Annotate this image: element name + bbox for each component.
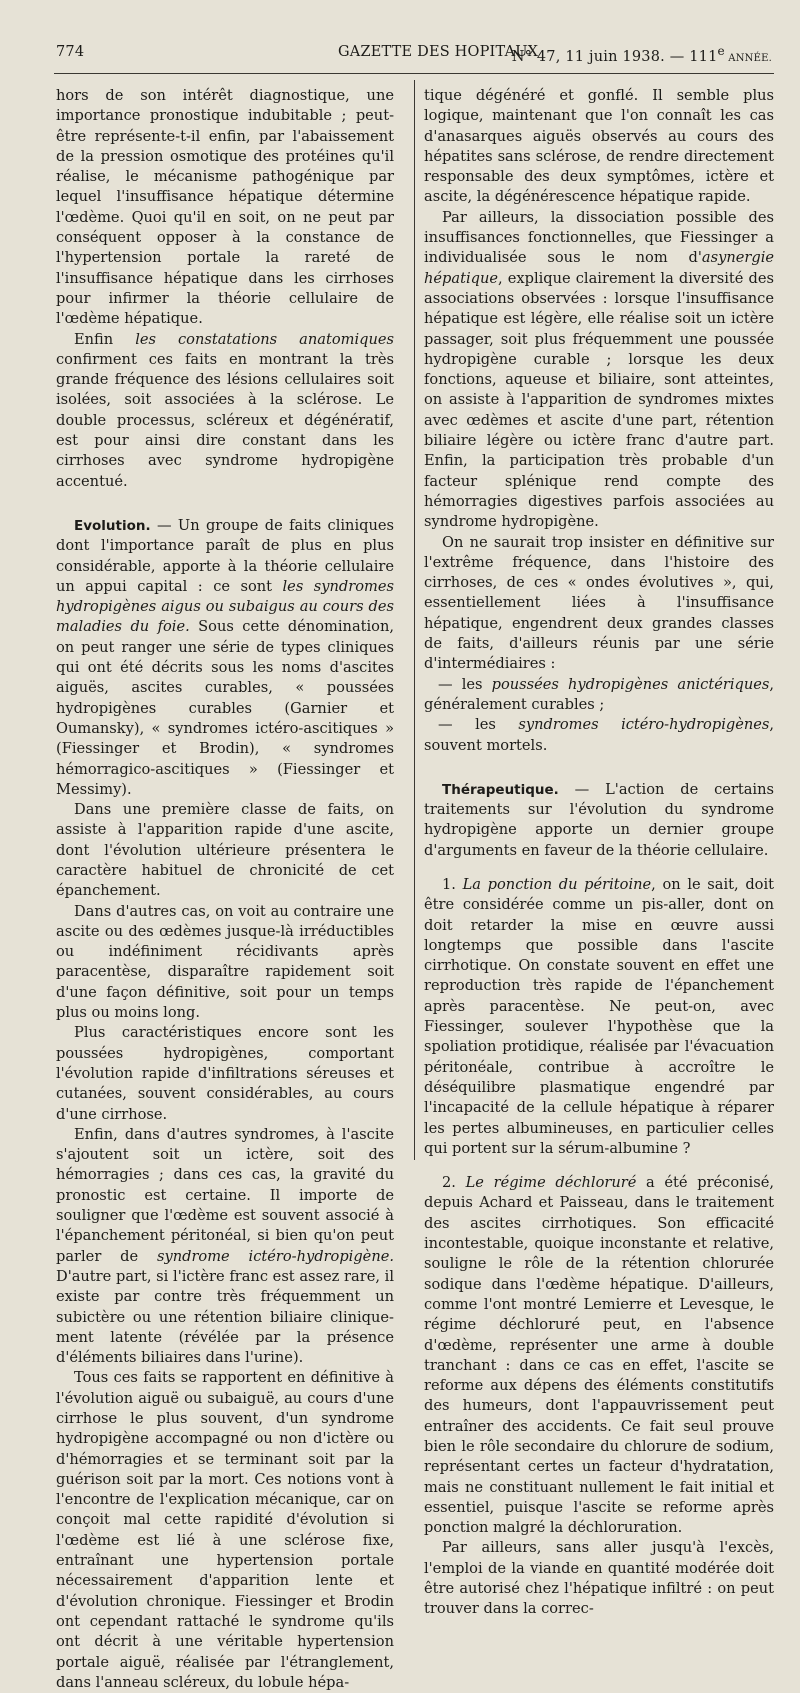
- paragraph: hors de son intérêt diagnostique, une importance pronostique indubitable ; peut-être représente-t-il enfin, par l'abaissement de la pression osmotique des protéines qu'il réalise, le mécanisme pathogénique par lequel l'insuffisance hépatique détermine l'œdème. Quoi qu'il en soit, on ne peut par conséquent opposer à la constance de l'hypertension portale la rareté de l'insuffisance hépatique dans les cirrhoses pour infirmer la théorie cellulaire de l'œdème hépatique.: [56, 87, 394, 328]
- page-number: 774: [56, 44, 85, 60]
- issue-ordinal: e: [717, 44, 725, 58]
- numbered-item: 1. La ponction du péritoine, on le sait, doit être considérée comme un pis-aller, dont on doit retarder la mise en œuvre aussi longtemps que possible dans l'ascite cirrhotique. On constate souvent en effet une reproduction très rapide de l'épanchement après paracentèse. Ne peut-on, avec Fiessinger, soulever l'hypothèse que la spoliation protidique, réalisée par l'évacuation péritonéale, contribue à accroître le déséquilibre plasmatique engendré par l'incapacité de la cellule hépatique à réparer les pertes albumineuses, en particulier celles qui portent sur la sérum-albumine ?: [424, 875, 774, 1157]
- section-heading: Evolution.: [74, 517, 151, 534]
- paragraph: Enfin les constatations anatomiques confirment ces faits en montrant la très grande fréquence des lésions cellulaires soit isolées, soit associées à la sclérose. Le double processus, scléreux et dégénératif, est pour ainsi dire constant dans les cirrhoses avec syndrome hydropigène accentué.: [56, 330, 394, 490]
- list-item: — les syndromes ictéro-hydropigènes, souvent mortels.: [424, 716, 775, 754]
- paragraph: Enfin, dans d'autres syndromes, à l'ascite s'ajoutent soit un ictère, soit des hémorragies ; dans ces cas, la gravité du pronostic est certaine. Il importe de souligner que l'œdème est souvent associé à l'épanchement péritonéal, si bien qu'on peut parler de syndrome ictéro-hydropigène. D'autre part, si l'ictère franc est assez rare, il existe par contre très fréquemment un subictère ou une rétention biliaire clinique-ment latente (révélée par la présence d'éléments biliaires dans l'urine).: [56, 1125, 394, 1367]
- paragraph: On ne saurait trop insister en définitive sur l'extrême fréquence, dans l'histoire des cirrhoses, de ces « ondes évolutives », qui, essentiellement liées à l'insuffisance hépatique, engendrent deux grandes classes de faits, d'ailleurs réunis par une série d'intermédiaires :: [424, 533, 774, 673]
- issue-year-label: ANNÉE.: [724, 52, 772, 64]
- left-column: [56, 86, 394, 1693]
- paragraph: Tous ces faits se rapportent en définitive à l'évolution aiguë ou subaiguë, au cours d'une cirrhose le plus souvent, d'un syndrome hydropigène accompagné ou non d'ictère ou d'hémorragies et se terminant soit par la guérison soit par la mort. Ces notions vont à l'encontre de l'explication mécanique, car on conçoit mal cette rapidité d'évolution si l'œdème est lié à une sclérose fixe, entraînant une hypertension portale nécessairement d'apparition lente et d'évolution chronique. Fiessinger et Brodin ont cependant rattaché le syndrome qu'ils ont décrit à une véritable hypertension portale aiguë, réalisée par l'étranglement, dans l'anneau scléreux, du lobule hépa-: [56, 1369, 394, 1691]
- right-column: [424, 86, 774, 1620]
- column-divider: [414, 80, 415, 1160]
- list-item: — les poussées hydropigènes anictériques, généralement curables ;: [424, 675, 775, 713]
- issue-date: N° 47, 11 juin 1938. — 111: [511, 48, 718, 65]
- numbered-item: 2. Le régime déchloruré a été préconisé, depuis Achard et Paisseau, dans le traitement des ascites cirrhotiques. Son efficacité incontestable, quoique inconstante et relative, souligne le rôle de la rétention chlorurée sodique dans l'œdème hépatique. D'ailleurs, comme l'ont montré Lemierre et Levesque, le régime déchloruré peut, en l'absence d'œdème, représenter une arme à double tranchant : dans ce cas en effet, l'ascite se reforme aux dépens des éléments constitutifs des humeurs, dont l'appauvrissement peut entraîner des accidents. Ce fait seul prouve bien le rôle secondaire du chlorure de sodium, représentant certes un facteur d'hydratation, mais ne constituant nullement le fait initial et essentiel, puisque l'ascite se reforme après ponction malgré la déchloruration.: [424, 1174, 774, 1537]
- header-rule: [54, 73, 774, 74]
- paragraph: Par ailleurs, sans aller jusqu'à l'excès, l'emploi de la viande en quantité modérée doit être autorisé chez l'hépatique infiltré : on peut trouver dans la correc-: [424, 1539, 774, 1618]
- paragraph: Dans d'autres cas, on voit au contraire une ascite ou des œdèmes jusque-là irréductibles ou indéfiniment récidivants après paracentèse, disparaître rapidement soit d'une façon définitive, soit pour un temps plus ou moins long.: [56, 902, 394, 1022]
- paragraph: tique dégénéré et gonflé. Il semble plus logique, maintenant que l'on connaît les cas d'anasarques aiguës observés au cours des hépatites sans sclérose, de rendre directement responsable des deux symptômes, ictère et ascite, la dégénérescence hépatique rapide.: [424, 87, 774, 206]
- section-heading: Thérapeutique.: [442, 781, 559, 798]
- section-therapeutique: Thérapeutique. — L'action de certains traitements sur l'évolution du syndrome hydropigène apporte un dernier groupe d'arguments en faveur de la théorie cellulaire.: [424, 780, 774, 859]
- paragraph: Par ailleurs, la dissociation possible des insuffisances fonctionnelles, que Fiessinger a individualisée sous le nom d'asynergie hépatique, explique clairement la diversité des associations observées : lorsque l'insuffisance hépatique est légère, elle réalise soit un ictère passager, soit plus fréquemment une poussée hydropigène curable ; lorsque les deux fonctions, aqueuse et biliaire, sont atteintes, on assiste à l'apparition de syndromes mixtes avec œdèmes et ascite d'une part, rétention biliaire légère ou ictère franc d'autre part. Enfin, la participation très probable d'un facteur splénique rend compte des hémorragies digestives parfois associées au syndrome hydropigène.: [424, 208, 774, 531]
- issue-info: [512, 44, 772, 65]
- section-evolution: Evolution. — Un groupe de faits cliniques dont l'importance paraît de plus en plus considérable, apporte à la théorie cellulaire un appui capital : ce sont les syndromes hydropigènes aigus ou subaigus au cours des maladies du foie. Sous cette dénomination, on peut ranger une série de types cliniques qui ont été décrits sous les noms d'ascites aiguës, ascites curables, « poussées hydropigènes curables (Garnier et Oumansky), « syndromes ictéro-ascitiques » (Fiessinger et Brodin), « syndromes hémorragico-ascitiques » (Fiessinger et Messimy).: [56, 516, 394, 798]
- journal-title: GAZETTE DES HOPITAUX: [338, 44, 539, 60]
- paragraph: Plus caractéristiques encore sont les poussées hydropigènes, comportant l'évolution rapide d'infiltrations séreuses et cutanées, souvent considérables, au cours d'une cirrhose.: [56, 1024, 394, 1123]
- page-header: [56, 44, 772, 70]
- paragraph: Dans une première classe de faits, on assiste à l'apparition rapide d'une ascite, dont l'évolution ultérieure présentera le caractère habituel de chronicité de cet épanchement.: [56, 801, 394, 900]
